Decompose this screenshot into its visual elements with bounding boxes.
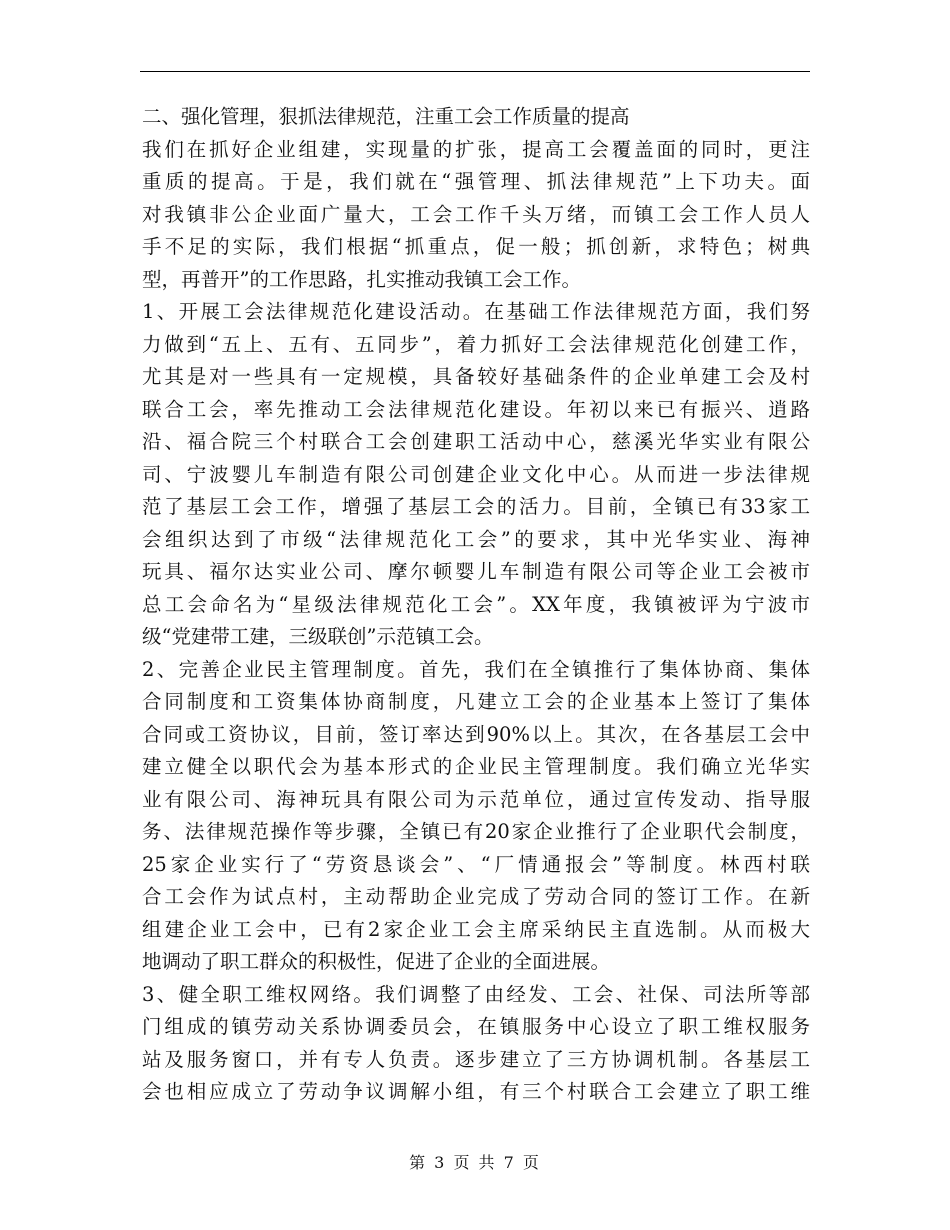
text-line: 站及服务窗口，并有专人负责。逐步建立了三方协调机制。各基层工 [142,1047,810,1071]
text-line: 合同或工资协议，目前，签订率达到90%以上。其次，在各基层工会中 [142,722,810,746]
text-line: 力做到“五上、五有、五同步”，着力抓好工会法律规范化创建工作， [142,332,810,356]
text-line: 对我镇非公企业面广量大，工会工作千头万绪，而镇工会工作人员人 [142,202,810,226]
text-line: 尤其是对一些具有一定规模，具备较好基础条件的企业单建工会及村 [142,365,810,388]
text-line: 3、健全职工维权网络。我们调整了由经发、工会、社保、司法所等部 [142,982,810,1006]
text-line: 总工会命名为“星级法律规范化工会”。XX年度，我镇被评为宁波市 [142,592,810,616]
text-line: 门组成的镇劳动关系协调委员会，在镇服务中心设立了职工维权服务 [142,1015,810,1038]
text-line: 手不足的实际，我们根据“抓重点，促一般；抓创新，求特色；树典 [142,235,810,258]
text-line: 沿、福合院三个村联合工会创建职工活动中心，慈溪光华实业有限公 [142,430,810,453]
page-number: 第 3 页 共 7 页 [409,1153,541,1172]
text-line: 级“党建带工建，三级联创”示范镇工会。 [142,625,494,648]
text-line: 组建企业工会中，已有2家企业工会主席采纳民主直选制。从而极大 [142,917,810,941]
text-line: 重质的提高。于是，我们就在“强管理、抓法律规范”上下功夫。面 [142,170,810,193]
text-line: 二、强化管理，狠抓法律规范，注重工会工作质量的提高 [142,105,630,128]
text-line: 务、法律规范操作等步骤，全镇已有20家企业推行了企业职代会制度， [142,820,810,843]
text-line: 联合工会，率先推动工会法律规范化建设。年初以来已有振兴、逍路 [142,397,810,421]
text-line: 会组织达到了市级“法律规范化工会”的要求，其中光华实业、海神 [142,527,810,551]
page-footer [0,1150,950,1173]
text-line: 我们在抓好企业组建，实现量的扩张，提高工会覆盖面的同时，更注 [142,137,810,161]
text-line: 范了基层工会工作，增强了基层工会的活力。目前，全镇已有33家工 [142,495,810,518]
text-line: 型，再普开”的工作思路，扎实推动我镇工会工作。 [142,267,581,291]
document-body [142,101,810,1109]
text-line: 会也相应成立了劳动争议调解小组，有三个村联合工会建立了职工维 [142,1080,810,1103]
text-line: 25家企业实行了“劳资恳谈会”、“厂情通报会”等制度。林西村联 [142,852,810,876]
text-line: 地调动了职工群众的积极性，促进了企业的全面进展。 [142,950,611,973]
text-line: 合工会作为试点村，主动帮助企业完成了劳动合同的签订工作。在新 [142,885,810,908]
text-line: 1、开展工会法律规范化建设活动。在基础工作法律规范方面，我们努 [142,300,810,323]
text-line: 业有限公司、海神玩具有限公司为示范单位，通过宣传发动、指导服 [142,787,810,811]
text-line: 建立健全以职代会为基本形式的企业民主管理制度。我们确立光华实 [142,755,810,778]
header-rule [140,71,810,72]
text-line: 2、完善企业民主管理制度。首先，我们在全镇推行了集体协商、集体 [142,657,810,681]
text-line: 玩具、福尔达实业公司、摩尔顿婴儿车制造有限公司等企业工会被市 [142,560,810,583]
text-line: 合同制度和工资集体协商制度，凡建立工会的企业基本上签订了集体 [142,690,810,713]
text-line: 司、宁波婴儿车制造有限公司创建企业文化中心。从而进一步法律规 [142,462,810,486]
